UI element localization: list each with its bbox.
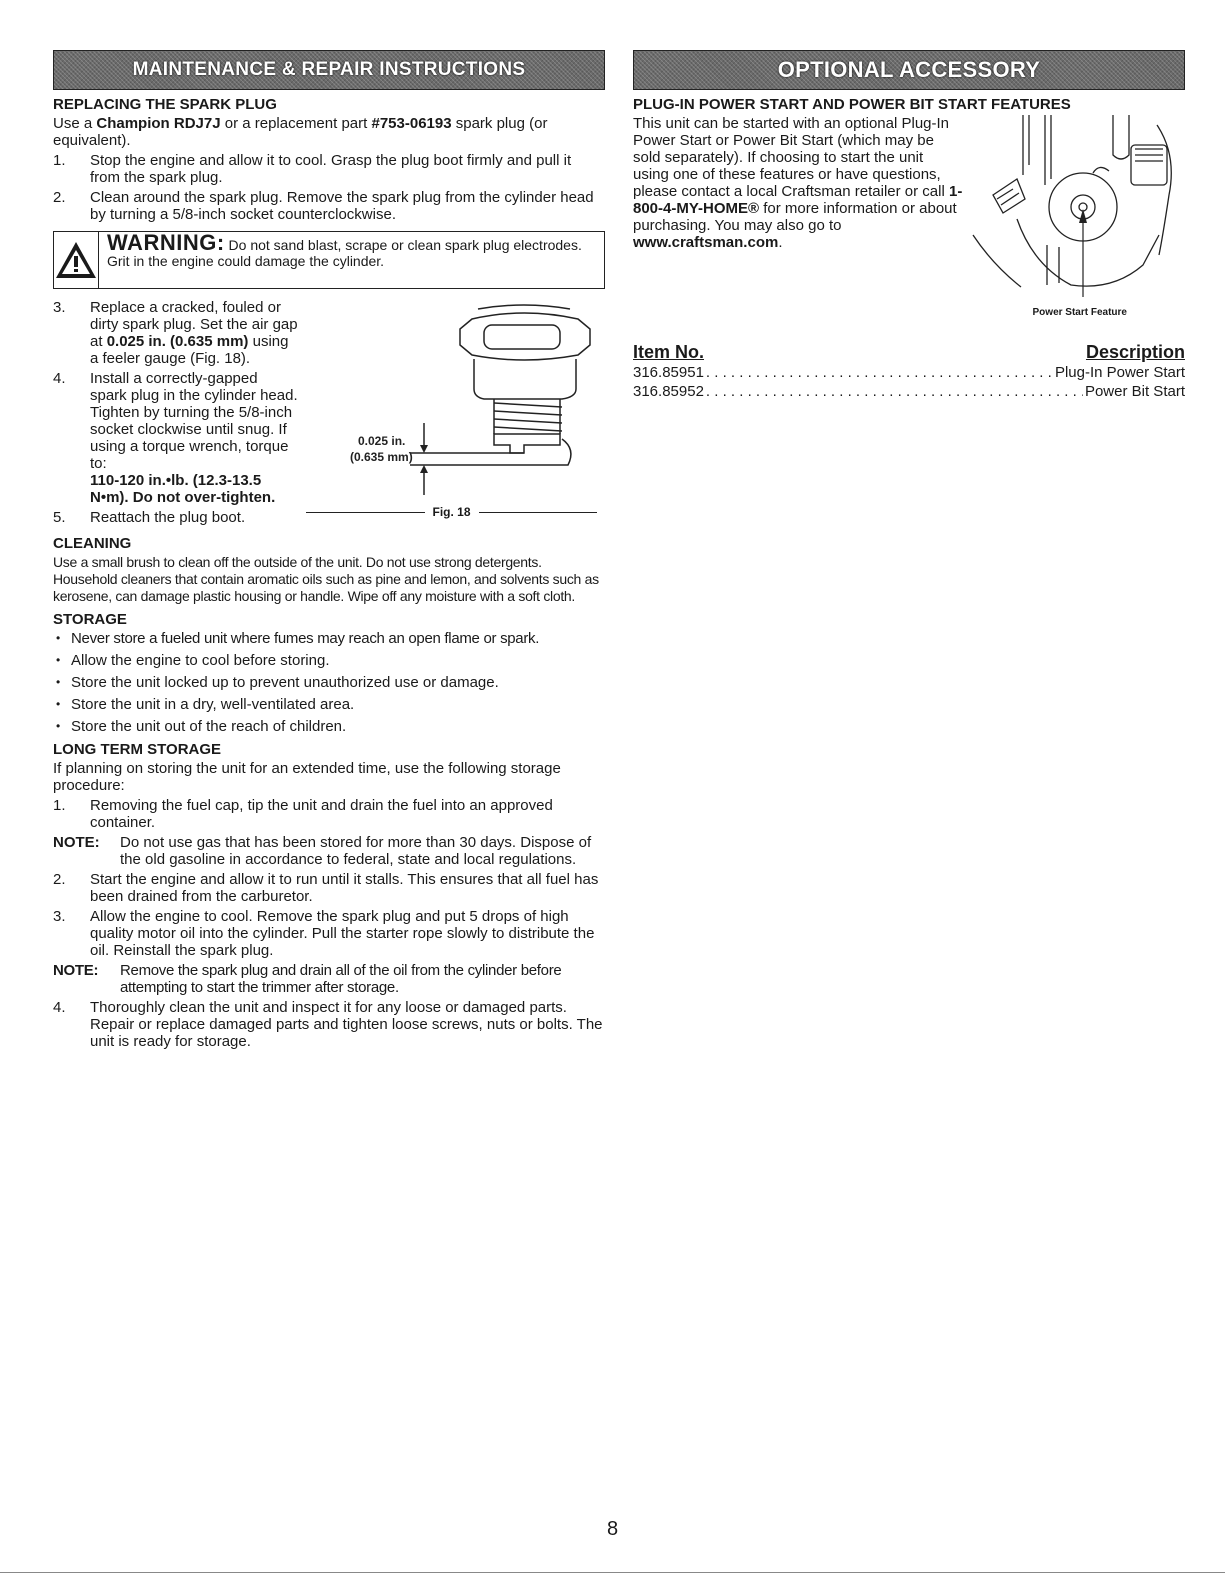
long-term-step-1: 1. Removing the fuel cap, tip the unit and drain the fuel into an approved container. [53, 797, 553, 831]
table-row: 316.85952 . . . Power Bit Start [633, 382, 1185, 401]
accessory-body: This unit can be started with an optional Plug-In Power Start or Power Bit Start (which may be sold separately). If choosing to start the unit using one of these features or have questions, please contact a local Craftsman retailer or call 1-800-4-MY-HOME® for more information or about purchasing. You may also go to www.craftsman.com. [633, 115, 963, 251]
cleaning-heading: CLEANING [53, 535, 132, 552]
maintenance-banner: MAINTENANCE & REPAIR INSTRUCTIONS [53, 50, 605, 90]
warning-triangle-icon [54, 232, 99, 288]
list-item: • Store the unit in a dry, well-ventilated area. [53, 696, 605, 713]
long-term-step-4: 4. Thoroughly clean the unit and inspect it for any loose or damaged parts. Repair or replace damaged parts and tighten loose screws, nuts or bolts. The unit is ready for storage. [53, 999, 603, 1050]
accessory-table-header [633, 342, 1185, 363]
description-header: Description [1085, 342, 1185, 362]
spark-plug-figure-section [53, 299, 605, 529]
spark-step-3: 3. Replace a cracked, fouled or dirty spark plug. Set the air gap at 0.025 in. (0.635 mm) using a feeler gauge (Fig. 18). [53, 299, 298, 367]
gap-inch-label: 0.025 in. [358, 434, 406, 448]
spark-plug-gap-figure [298, 299, 605, 521]
note-1: NOTE: Do not use gas that has been stored for more than 30 days. Dispose of the old gasoline in accordance to federal, state and local regulations. [53, 834, 592, 868]
list-item: • Store the unit out of the reach of children. [53, 718, 605, 735]
warning-box [53, 231, 605, 289]
right-column [633, 50, 1185, 401]
storage-list [53, 630, 605, 735]
spark-plug-heading: REPLACING THE SPARK PLUG [53, 96, 277, 113]
cleaning-text: Use a small brush to clean off the outside of the unit. Do not use strong detergents. Household cleaners that contain aromatic oils such as pine and lemon, and solvents such as kerosene, can damage plastic housing or handle. Wipe off any moisture with a soft cloth. [53, 554, 599, 604]
spark-step-2: 2. Clean around the spark plug. Remove the spark plug from the cylinder head by turning a 5/8-inch socket counterclockwise. [53, 189, 594, 223]
power-start-illustration [963, 115, 1185, 305]
spark-plug-intro: Use a Champion RDJ7J or a replacement part #753-06193 spark plug (or equivalent). [53, 115, 548, 149]
spark-step-5: 5. Reattach the plug boot. [53, 509, 246, 526]
accessory-banner: OPTIONAL ACCESSORY [633, 50, 1185, 90]
bottom-divider [0, 1572, 1225, 1573]
page-number: 8 [606, 1518, 619, 1540]
long-term-step-2: 2. Start the engine and allow it to run until it stalls. This ensures that all fuel has been drained from the carburetor. [53, 871, 599, 905]
list-item: • Never store a fueled unit where fumes may reach an open flame or spark. [53, 630, 605, 647]
spark-step-1: 1. Stop the engine and allow it to cool. Grasp the plug boot firmly and pull it from the spark plug. [53, 152, 572, 186]
table-row: 316.85951 . . . Plug-In Power Start [633, 363, 1185, 382]
storage-heading: STORAGE [53, 611, 127, 628]
item-no-header: Item No. [633, 342, 705, 362]
image-caption: Power Start Feature [1032, 307, 1127, 318]
list-item: • Store the unit locked up to prevent unauthorized use or damage. [53, 674, 605, 691]
warning-text: WARNING: Do not sand blast, scrape or clean spark plug electrodes. Grit in the engine could damage the cylinder. [107, 230, 582, 269]
power-start-image [963, 115, 1185, 320]
long-term-heading: LONG TERM STORAGE [53, 741, 222, 758]
spark-step-4: 4. Install a correctly-gapped spark plug in the cylinder head. Tighten by turning the 5/8-inch socket clockwise until snug. If using a torque wrench, torque to: 110-120 in.•lb. (12.3-13.5 N•m). Do not over-tighten. [53, 370, 298, 506]
long-term-steps [53, 797, 605, 831]
accessory-heading: PLUG-IN POWER START AND POWER BIT START FEATURES [633, 96, 1071, 113]
figure-caption: Fig. 18 [298, 505, 605, 519]
long-term-intro: If planning on storing the unit for an extended time, use the following storage procedure: [53, 760, 561, 794]
spark-plug-illustration [298, 299, 605, 499]
gap-mm-label: (0.635 mm) [350, 450, 413, 464]
spark-plug-steps [53, 152, 605, 223]
long-term-step-3: 3. Allow the engine to cool. Remove the spark plug and put 5 drops of high quality motor oil into the cylinder. Pull the starter rope slowly to distribute the oil. Reinstall the spark plug. [53, 908, 595, 959]
list-item: • Allow the engine to cool before storing. [53, 652, 605, 669]
note-2: NOTE: Remove the spark plug and drain all of the oil from the cylinder before attempting to start the trimmer after storage. [53, 962, 562, 996]
left-column [53, 50, 605, 1053]
